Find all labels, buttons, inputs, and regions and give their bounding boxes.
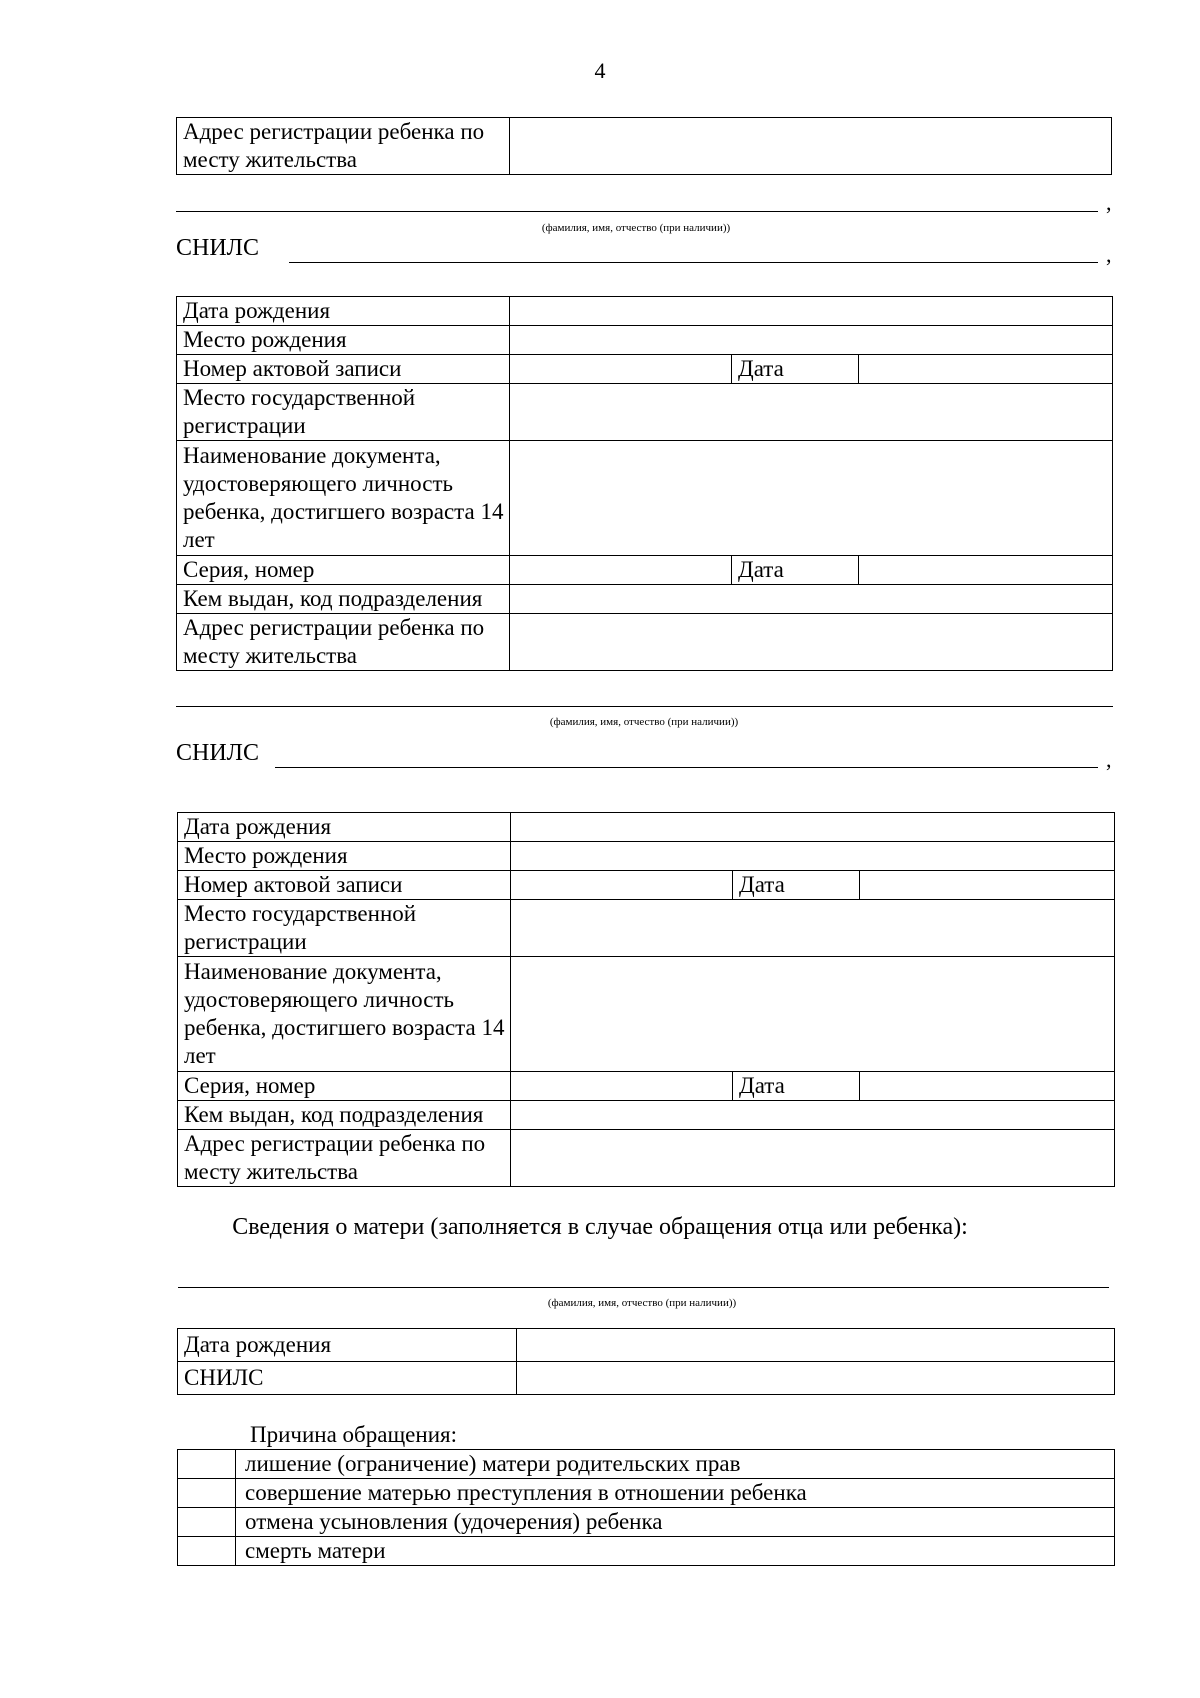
child1-issued-by-value[interactable] — [510, 585, 1113, 614]
child2-record-date-value[interactable] — [860, 871, 1115, 900]
child2-address-value[interactable] — [511, 1130, 1115, 1187]
child1-id-document-label: Наименование документа, удостоверяющего личность ребенка, достигшего возраста 14 лет — [177, 441, 510, 556]
mother-details-table — [177, 1328, 1115, 1395]
child2-series-number-value[interactable] — [511, 1072, 733, 1101]
reason-checkbox[interactable] — [178, 1450, 236, 1479]
child1-record-number-value[interactable] — [510, 355, 732, 384]
mother-snils-value[interactable] — [517, 1362, 1115, 1395]
child1-birth-place-label: Место рождения — [177, 326, 510, 355]
child1-name-caption: (фамилия, имя, отчество (при наличии)) — [541, 222, 731, 234]
child1-issued-by-label: Кем выдан, код подразделения — [177, 585, 510, 614]
child1-snils-line[interactable] — [289, 262, 1098, 263]
child2-snils-label: СНИЛС — [176, 740, 259, 766]
reason-label: смерть матери — [236, 1537, 1115, 1566]
child2-id-document-value[interactable] — [511, 957, 1115, 1072]
child1-registration-place-value[interactable] — [510, 384, 1113, 441]
address-label: Адрес регистрации ребенка по месту жительства — [177, 118, 510, 175]
child2-issued-by-label: Кем выдан, код подразделения — [178, 1101, 511, 1130]
child2-issue-date-value[interactable] — [860, 1072, 1115, 1101]
child2-birth-date-label: Дата рождения — [178, 813, 511, 842]
child2-registration-place-value[interactable] — [511, 900, 1115, 957]
child2-details-table — [177, 812, 1115, 1187]
reason-label: совершение матерью преступления в отношении ребенка — [236, 1479, 1115, 1508]
child2-name-line[interactable] — [176, 706, 1113, 707]
child1-details-table — [176, 296, 1113, 671]
mother-section-heading: Сведения о матери (заполняется в случае обращения отца или ребенка): — [232, 1214, 968, 1240]
child2-record-number-value[interactable] — [511, 871, 733, 900]
child1-record-date-value[interactable] — [859, 355, 1113, 384]
child2-snils-line[interactable] — [275, 767, 1098, 768]
top-address-table — [176, 117, 1112, 175]
child1-issue-date-label: Дата — [732, 556, 859, 585]
child1-registration-place-label: Место государственной регистрации — [177, 384, 510, 441]
mother-birth-date-label: Дата рождения — [178, 1329, 517, 1362]
child1-birth-place-value[interactable] — [510, 326, 1113, 355]
child1-snils-comma: , — [1106, 242, 1112, 267]
child1-address-label: Адрес регистрации ребенка по месту жительства — [177, 614, 510, 671]
child2-birth-place-label: Место рождения — [178, 842, 511, 871]
page-number: 4 — [594, 58, 606, 83]
reason-table — [177, 1449, 1115, 1566]
child2-address-label: Адрес регистрации ребенка по месту жительства — [178, 1130, 511, 1187]
child1-name-comma: , — [1106, 190, 1112, 215]
child1-record-date-label: Дата — [732, 355, 859, 384]
reason-label: лишение (ограничение) матери родительских прав — [236, 1450, 1115, 1479]
reason-label: отмена усыновления (удочерения) ребенка — [236, 1508, 1115, 1537]
address-value[interactable] — [510, 118, 1112, 175]
child1-address-value[interactable] — [510, 614, 1113, 671]
child2-name-caption: (фамилия, имя, отчество (при наличии)) — [549, 716, 739, 728]
child1-id-document-value[interactable] — [510, 441, 1113, 556]
mother-name-line[interactable] — [178, 1287, 1109, 1288]
reason-checkbox[interactable] — [178, 1508, 236, 1537]
reason-checkbox[interactable] — [178, 1479, 236, 1508]
child2-record-number-label: Номер актовой записи — [178, 871, 511, 900]
mother-birth-date-value[interactable] — [517, 1329, 1115, 1362]
reason-title: Причина обращения: — [250, 1422, 457, 1447]
child1-name-line[interactable] — [176, 211, 1098, 212]
child2-birth-place-value[interactable] — [511, 842, 1115, 871]
child1-birth-date-label: Дата рождения — [177, 297, 510, 326]
child2-series-number-label: Серия, номер — [178, 1072, 511, 1101]
child1-birth-date-value[interactable] — [510, 297, 1113, 326]
child2-registration-place-label: Место государственной регистрации — [178, 900, 511, 957]
child2-record-date-label: Дата — [733, 871, 860, 900]
child1-snils-label: СНИЛС — [176, 235, 259, 261]
child1-series-number-label: Серия, номер — [177, 556, 510, 585]
child2-snils-comma: , — [1106, 747, 1112, 772]
mother-name-caption: (фамилия, имя, отчество (при наличии)) — [547, 1297, 737, 1309]
child2-issued-by-value[interactable] — [511, 1101, 1115, 1130]
child2-id-document-label: Наименование документа, удостоверяющего личность ребенка, достигшего возраста 14 лет — [178, 957, 511, 1072]
child1-issue-date-value[interactable] — [859, 556, 1113, 585]
mother-snils-label: СНИЛС — [178, 1362, 517, 1395]
reason-checkbox[interactable] — [178, 1537, 236, 1566]
child2-birth-date-value[interactable] — [511, 813, 1115, 842]
child1-record-number-label: Номер актовой записи — [177, 355, 510, 384]
child1-series-number-value[interactable] — [510, 556, 732, 585]
child2-issue-date-label: Дата — [733, 1072, 860, 1101]
